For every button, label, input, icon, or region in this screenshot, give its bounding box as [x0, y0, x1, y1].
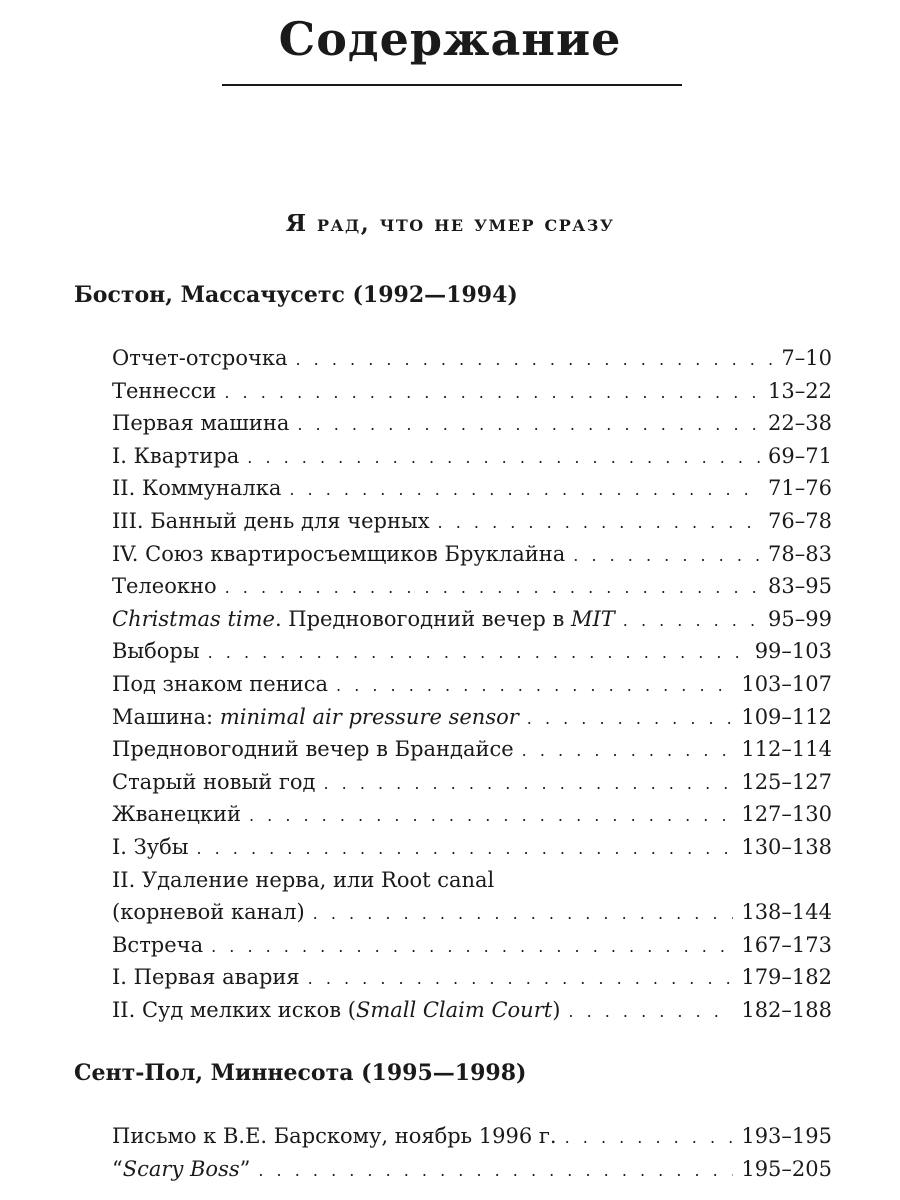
toc-entry-title [112, 994, 560, 1027]
toc-entry-pages: 99–103 [754, 639, 832, 664]
toc-dot-leader [522, 735, 734, 768]
toc-entry[interactable] [112, 668, 832, 701]
toc-entry[interactable] [112, 701, 832, 734]
toc-entry-pages: 182–188 [741, 997, 832, 1022]
toc-entry-title-part: ) [552, 997, 561, 1022]
toc-entry[interactable] [112, 766, 832, 799]
toc-dot-leader [296, 344, 774, 377]
toc-entry-title [112, 766, 315, 799]
toc-entry-title [112, 570, 217, 603]
section-heading-saint-paul: Сент-Пол, Миннесота (1995—1998) [74, 1060, 527, 1086]
toc-entry[interactable] [112, 1120, 832, 1153]
toc-entry-title [112, 472, 281, 505]
toc-dot-leader [211, 931, 733, 964]
toc-entry-title-part: Письмо к В.Е. Барскому, ноябрь 1996 г. [112, 1124, 557, 1148]
toc-entry-title [112, 831, 188, 864]
toc-entry[interactable] [112, 733, 832, 766]
toc-entry-pages: 193–195 [741, 1124, 832, 1148]
toc-dot-leader [249, 800, 733, 833]
toc-entry-title-part: ” [239, 1156, 251, 1181]
toc-entry-pages: 95–99 [768, 606, 832, 631]
toc-entry-pages: 7–10 [781, 346, 832, 370]
page-title: Содержание [278, 12, 622, 66]
toc-dot-leader [289, 474, 760, 507]
toc-dot-leader [313, 898, 734, 931]
toc-dot-leader [224, 377, 760, 410]
toc-entry-title [112, 929, 203, 962]
toc-dot-leader [438, 507, 761, 540]
toc-entry[interactable] [112, 603, 832, 636]
toc-entry-pages: 13–22 [768, 378, 832, 403]
toc-entry-pages: 138–144 [741, 900, 832, 925]
toc-entry-title-part: Жванецкий [112, 802, 241, 827]
toc-entry-title-part: (корневой канал) [112, 900, 305, 925]
toc-dot-leader [623, 605, 760, 638]
toc-entry[interactable] [112, 994, 832, 1027]
toc-entry[interactable] [112, 831, 832, 864]
toc-entry[interactable] [112, 342, 832, 375]
toc-entry-title-italic-part: MIT [570, 606, 615, 631]
toc-entry-title-part: Отчет-отсрочка [112, 346, 288, 370]
toc-entry-pages: 195–205 [741, 1156, 832, 1181]
toc-entry[interactable] [112, 798, 832, 831]
toc-entry-pages: 127–130 [741, 802, 832, 827]
toc-entry-title [112, 505, 430, 538]
toc-entry-title [112, 603, 615, 636]
toc-entry[interactable] [112, 538, 832, 571]
toc-dot-leader [196, 833, 733, 866]
toc-entry-title [112, 896, 305, 929]
toc-dot-leader [308, 963, 734, 996]
toc-entry[interactable] [112, 896, 832, 929]
toc-entry-title-part: II. Коммуналка [112, 476, 282, 501]
toc-entry[interactable] [112, 864, 832, 897]
toc-dot-leader [258, 1155, 733, 1188]
toc-entry-title-part: IV. Союз квартиросъемщиков Бруклайна [112, 541, 566, 566]
toc-entry-title [112, 668, 328, 701]
toc-entry-title-part: Выборы [112, 639, 200, 664]
toc-entry-title-italic-part: Small Claim Court [355, 997, 553, 1022]
toc-entry-pages: 76–78 [768, 508, 832, 533]
toc-entry-title-part: Теннесси [112, 378, 217, 403]
toc-entry[interactable] [112, 929, 832, 962]
toc-entry-title [112, 407, 289, 440]
toc-dot-leader [225, 572, 760, 605]
toc-entry-pages: 83–95 [768, 574, 832, 599]
toc-entry-pages: 112–114 [741, 737, 832, 762]
toc-entry-title-part: Предновогодний вечер в Брандайсе [112, 737, 514, 762]
toc-entry-title-part: Встреча [112, 932, 204, 957]
toc-entry-title-part: I. Квартира [112, 443, 240, 468]
toc-entry[interactable] [112, 961, 832, 994]
toc-entry-title-part: Старый новый год [112, 769, 316, 794]
toc-entry[interactable] [112, 407, 832, 440]
toc-entry[interactable] [112, 472, 832, 505]
toc-entry-pages: 69–71 [768, 443, 832, 468]
toc-dot-leader [297, 409, 760, 442]
toc-entry-title-part: I. Первая авария [112, 965, 300, 990]
toc-dot-leader [527, 703, 734, 736]
toc-entry-title [112, 440, 239, 473]
toc-dot-leader [573, 540, 760, 573]
toc-entry-pages: 22–38 [768, 411, 832, 436]
toc-entry-pages: 125–127 [741, 769, 832, 794]
toc-entry-title-part: III. Банный день для черных [112, 508, 430, 533]
toc-entry-title-part: I. Зубы [112, 834, 189, 859]
toc-entry-pages: 130–138 [741, 834, 832, 859]
toc-entry-title [112, 864, 494, 897]
toc-entry-title [112, 342, 288, 375]
toc-entry-title-part: Телеокно [112, 574, 217, 599]
toc-entry-title [112, 798, 241, 831]
part-title: Я рад, что не умер сразу [285, 210, 615, 237]
toc-dot-leader [247, 442, 760, 475]
toc-entry[interactable] [112, 570, 832, 603]
toc-entry-pages: 103–107 [741, 671, 832, 696]
toc-entry[interactable] [112, 1153, 832, 1186]
toc-dot-leader [565, 1122, 734, 1155]
toc-entry-title [112, 1120, 557, 1153]
toc-entry-title [112, 538, 565, 571]
toc-entry-pages: 71–76 [768, 476, 832, 501]
toc-dot-leader [323, 768, 733, 801]
toc-list-saint-paul [112, 1120, 832, 1185]
toc-entry-title-part: II. Удаление нерва, или Root canal [112, 867, 495, 892]
toc-entry-title [112, 375, 216, 408]
toc-entry-title [112, 961, 300, 994]
toc-entry-title-part: Под знаком пениса [112, 671, 329, 696]
toc-dot-leader [208, 637, 747, 670]
toc-entry-title-part: “ [112, 1156, 123, 1181]
toc-entry-title-part: Машина: [112, 704, 220, 729]
toc-entry-title-italic-part: Scary Boss [122, 1156, 240, 1181]
toc-entry-title-part: Первая машина [112, 411, 290, 436]
toc-entry-title-part: . Предновогодний вечер в [274, 606, 571, 631]
title-divider [222, 84, 682, 86]
toc-entry-title-part: II. Суд мелких исков ( [112, 997, 356, 1022]
section-heading-boston: Бостон, Массачусетс (1992—1994) [74, 282, 518, 308]
toc-entry[interactable] [112, 635, 832, 668]
toc-entry[interactable] [112, 505, 832, 538]
toc-dot-leader [568, 996, 733, 1029]
toc-entry-title [112, 701, 519, 734]
toc-entry[interactable] [112, 375, 832, 408]
toc-entry-pages: 109–112 [741, 704, 832, 729]
toc-entry-title-italic-part: Christmas time [112, 606, 275, 631]
toc-list-boston [112, 342, 832, 1026]
toc-entry-pages: 167–173 [741, 932, 832, 957]
toc-entry[interactable] [112, 440, 832, 473]
toc-dot-leader [336, 670, 733, 703]
toc-entry-title [112, 733, 514, 766]
toc-entry-title [112, 1153, 250, 1186]
toc-entry-pages: 78–83 [768, 541, 832, 566]
toc-entry-title [112, 635, 200, 668]
toc-entry-title-italic-part: minimal air pressure sensor [219, 704, 519, 729]
toc-entry-pages: 179–182 [741, 965, 832, 990]
